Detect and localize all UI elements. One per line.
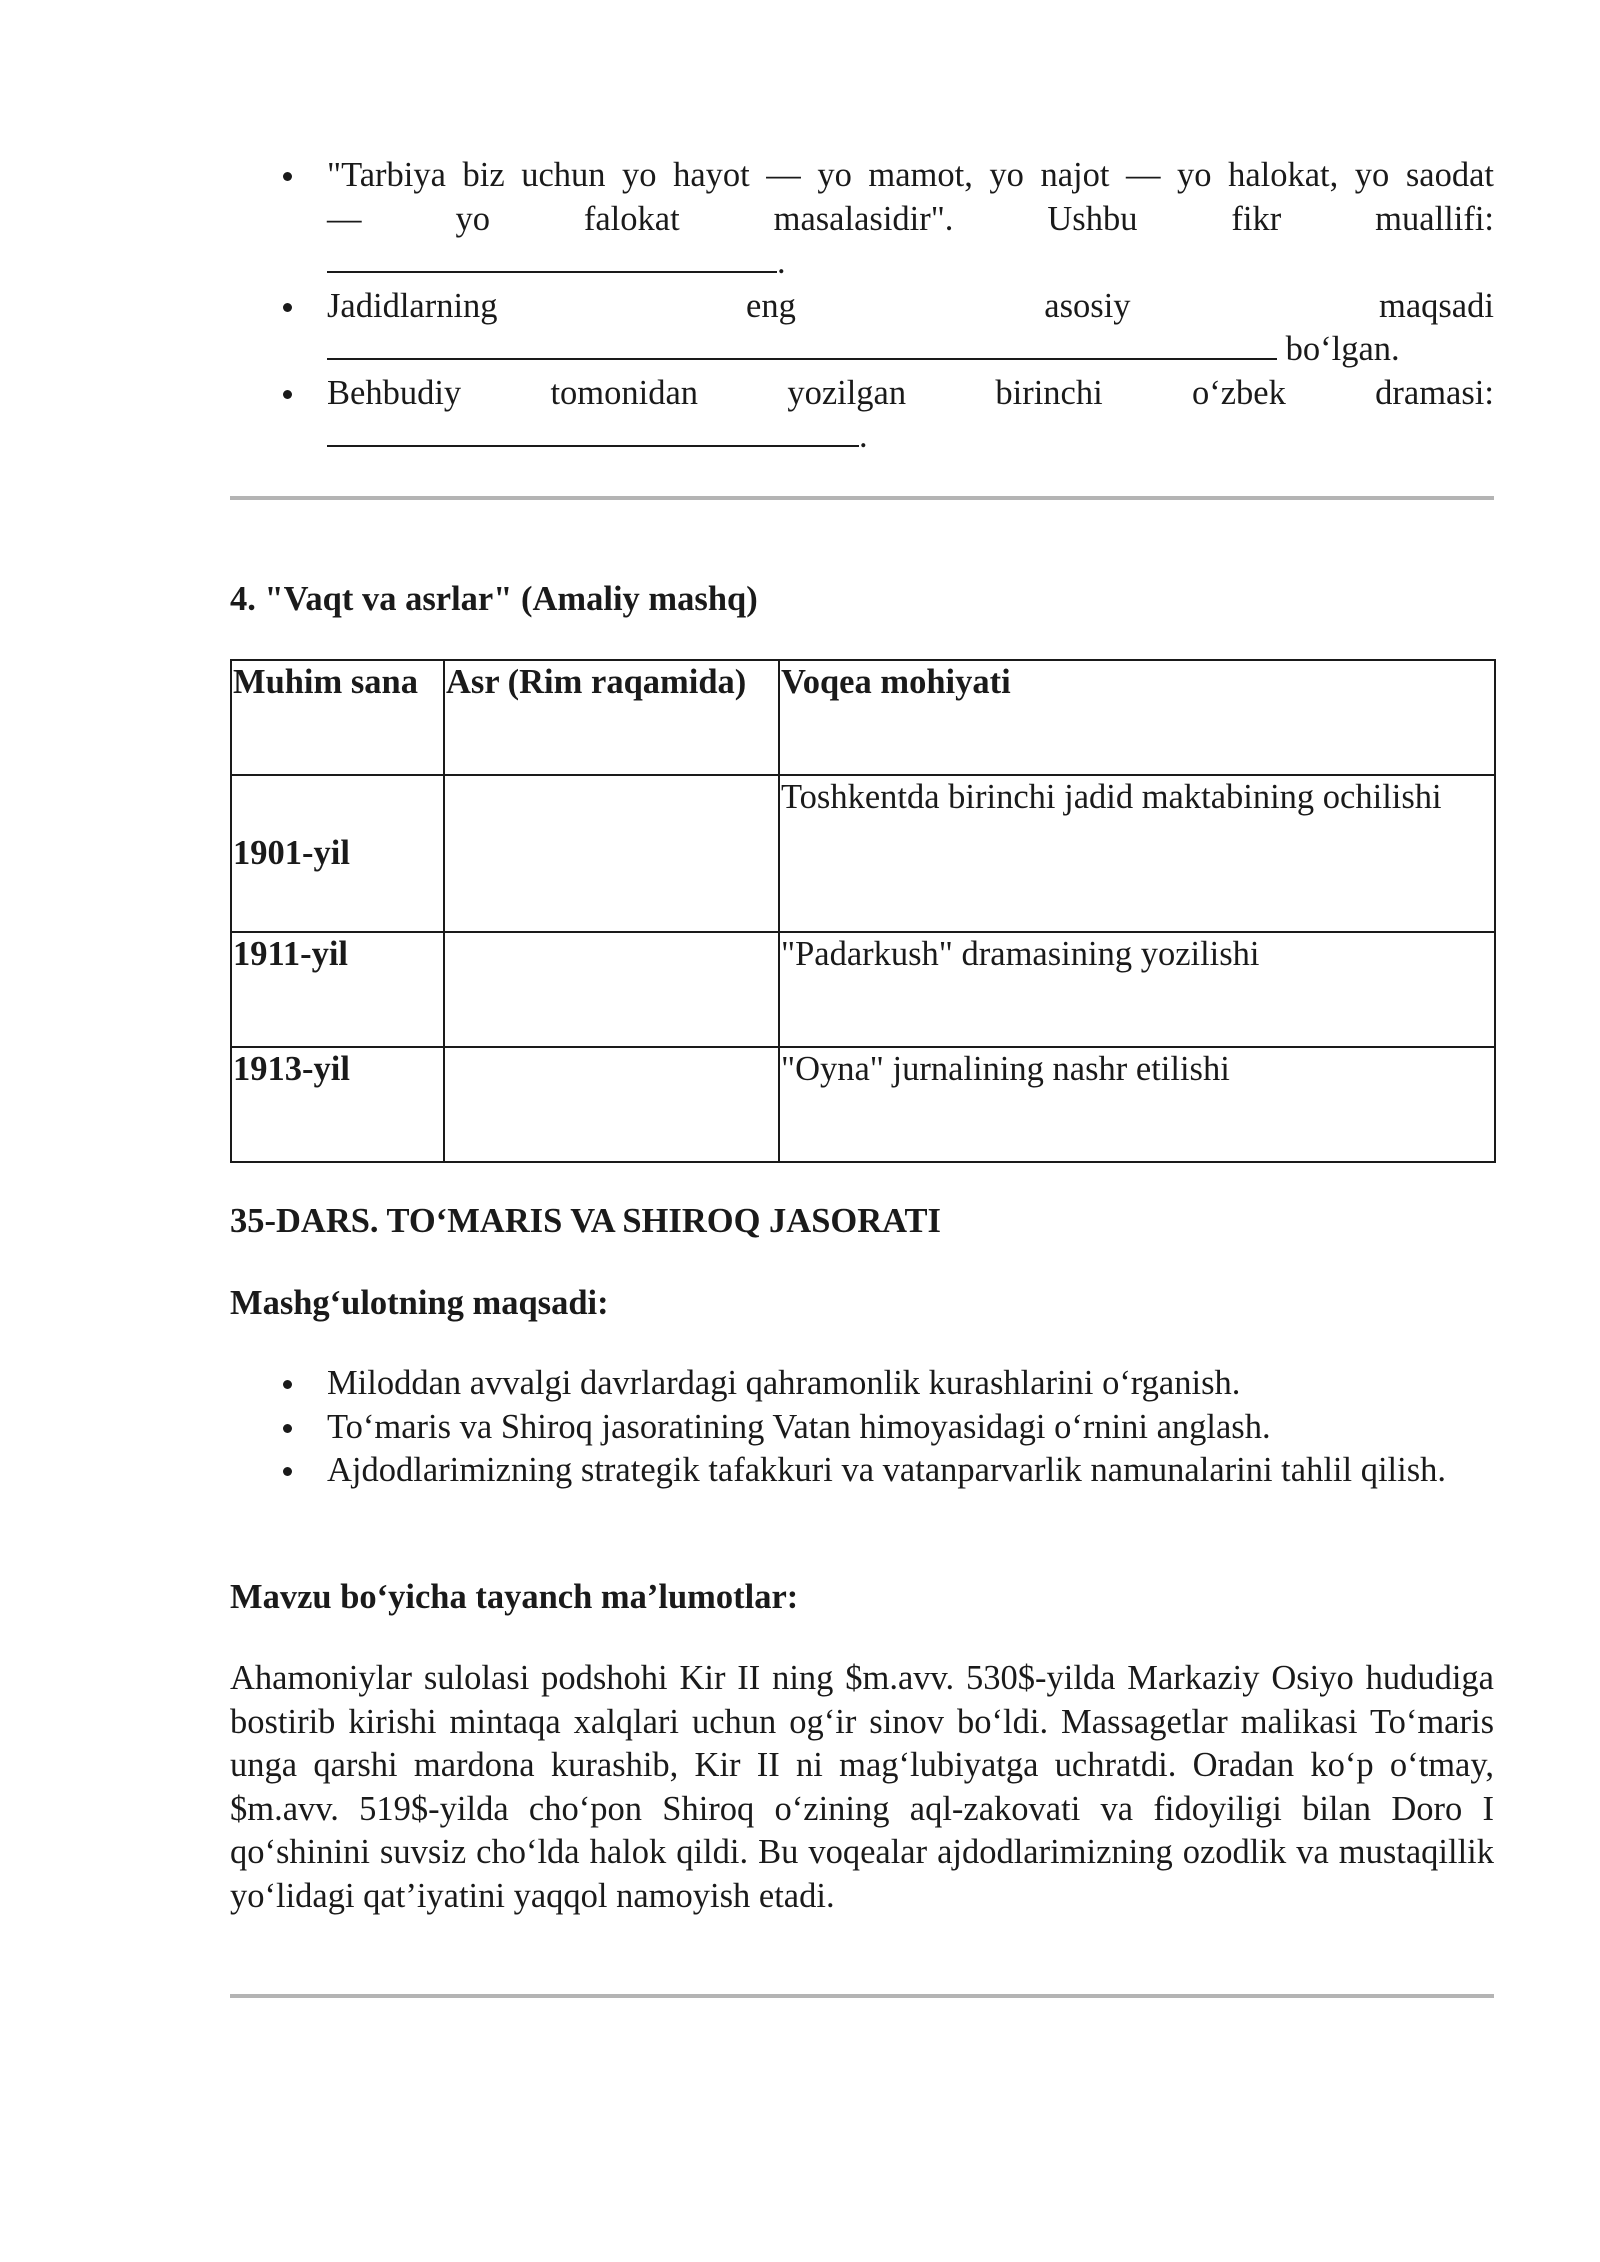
lesson-title: 35-DARS. TO‘MARIS VA SHIROQ JASORATI — [230, 1202, 941, 1240]
answer-blank[interactable] — [327, 241, 777, 273]
list-item: Ajdodlarimizning strategik tafakkuri va vatanparvarlik namunalarini tahlil qilish. — [230, 1449, 1494, 1493]
list-item: To‘maris va Shiroq jasoratining Vatan himoyasidagi o‘rnini anglash. — [230, 1406, 1494, 1450]
info-heading: Mavzu bo‘yicha tayanch ma’lumotlar: — [230, 1578, 799, 1616]
item-line — [327, 372, 1494, 416]
column-header: Voqea mohiyati — [779, 660, 1495, 775]
word: falokat — [583, 199, 680, 238]
century-input-cell[interactable] — [444, 932, 779, 1047]
section-divider — [230, 1994, 1494, 1998]
item-tail: bo‘lgan. — [1277, 330, 1400, 368]
item-line: "Tarbiya biz uchun yo hayot — yo mamot, yo najot — yo halokat, yo saodat — [327, 156, 1494, 194]
word: birinchi — [995, 373, 1103, 412]
table-row — [231, 775, 1495, 932]
info-paragraph: Ahamoniylar sulolasi podshohi Kir II ning $m.avv. 530$-yilda Markaziy Osiyo hududiga bostirib kirishi mintaqa xalqlari uchun og‘ir sinov bo‘ldi. Massagetlar malikasi To‘maris unga qarshi mardona kurashib, Kir II ni mag‘lubiyatga uchratdi. Oradan ko‘p o‘tmay, $m.avv. 519$-yilda cho‘pon Shiroq o‘zining aql-zakovati va fidoyiligi bilan Doro I qo‘shinini suvsiz cho‘lda halok qildi. Bu voqealar ajdodlarimizning ozodlik va mustaqillik yo‘lidagi qat’iyatini yaqqol namoyish etadi. — [230, 1659, 1494, 1915]
century-input-cell[interactable] — [444, 775, 779, 932]
timeline-table — [230, 659, 1496, 1163]
event-cell: "Padarkush" dramasining yozilishi — [779, 932, 1495, 1047]
word: muallifi: — [1375, 199, 1494, 238]
item-line — [327, 328, 1494, 372]
column-header: Asr (Rim raqamida) — [444, 660, 779, 775]
table-row — [231, 932, 1495, 1047]
date-cell: 1911-yil — [231, 932, 444, 1047]
word: dramasi: — [1375, 373, 1494, 412]
word: Ushbu — [1047, 199, 1138, 238]
column-header: Muhim sana — [231, 660, 444, 775]
event-cell: "Oyna" jurnalining nashr etilishi — [779, 1047, 1495, 1162]
word: asosiy — [1044, 286, 1131, 325]
date-cell: 1913-yil — [231, 1047, 444, 1162]
item-tail: . — [777, 243, 786, 281]
item-line — [327, 198, 1494, 242]
answer-blank[interactable] — [327, 328, 1277, 360]
fill-in-list — [230, 154, 1494, 459]
table-header-row — [231, 660, 1495, 775]
item-line — [327, 415, 1494, 459]
word: yozilgan — [787, 373, 907, 412]
section-heading: 4. "Vaqt va asrlar" (Amaliy mashq) — [230, 580, 758, 618]
event-cell: Toshkentda birinchi jadid maktabining ochilishi — [779, 775, 1495, 932]
date-cell: 1901-yil — [231, 775, 444, 932]
century-input-cell[interactable] — [444, 1047, 779, 1162]
section-divider — [230, 496, 1494, 500]
list-item — [230, 372, 1494, 459]
word: Jadidlarning — [327, 286, 498, 325]
word: — — [327, 199, 362, 238]
answer-blank[interactable] — [327, 415, 859, 447]
list-item — [230, 285, 1494, 372]
item-line — [327, 285, 1494, 329]
aims-heading: Mashg‘ulotning maqsadi: — [230, 1284, 609, 1322]
word: yo — [455, 199, 490, 238]
word: masalasidir". — [773, 199, 954, 238]
word: Behbudiy — [327, 373, 462, 412]
table-row — [231, 1047, 1495, 1162]
item-line — [327, 241, 1494, 285]
list-item — [230, 154, 1494, 285]
aims-list — [230, 1362, 1494, 1493]
list-item: Miloddan avvalgi davrlardagi qahramonlik kurashlarini o‘rganish. — [230, 1362, 1494, 1406]
word: maqsadi — [1378, 286, 1494, 325]
word: eng — [746, 286, 796, 325]
word: fikr — [1231, 199, 1282, 238]
item-tail: . — [859, 417, 868, 455]
word: o‘zbek — [1191, 373, 1286, 412]
word: tomonidan — [550, 373, 699, 412]
